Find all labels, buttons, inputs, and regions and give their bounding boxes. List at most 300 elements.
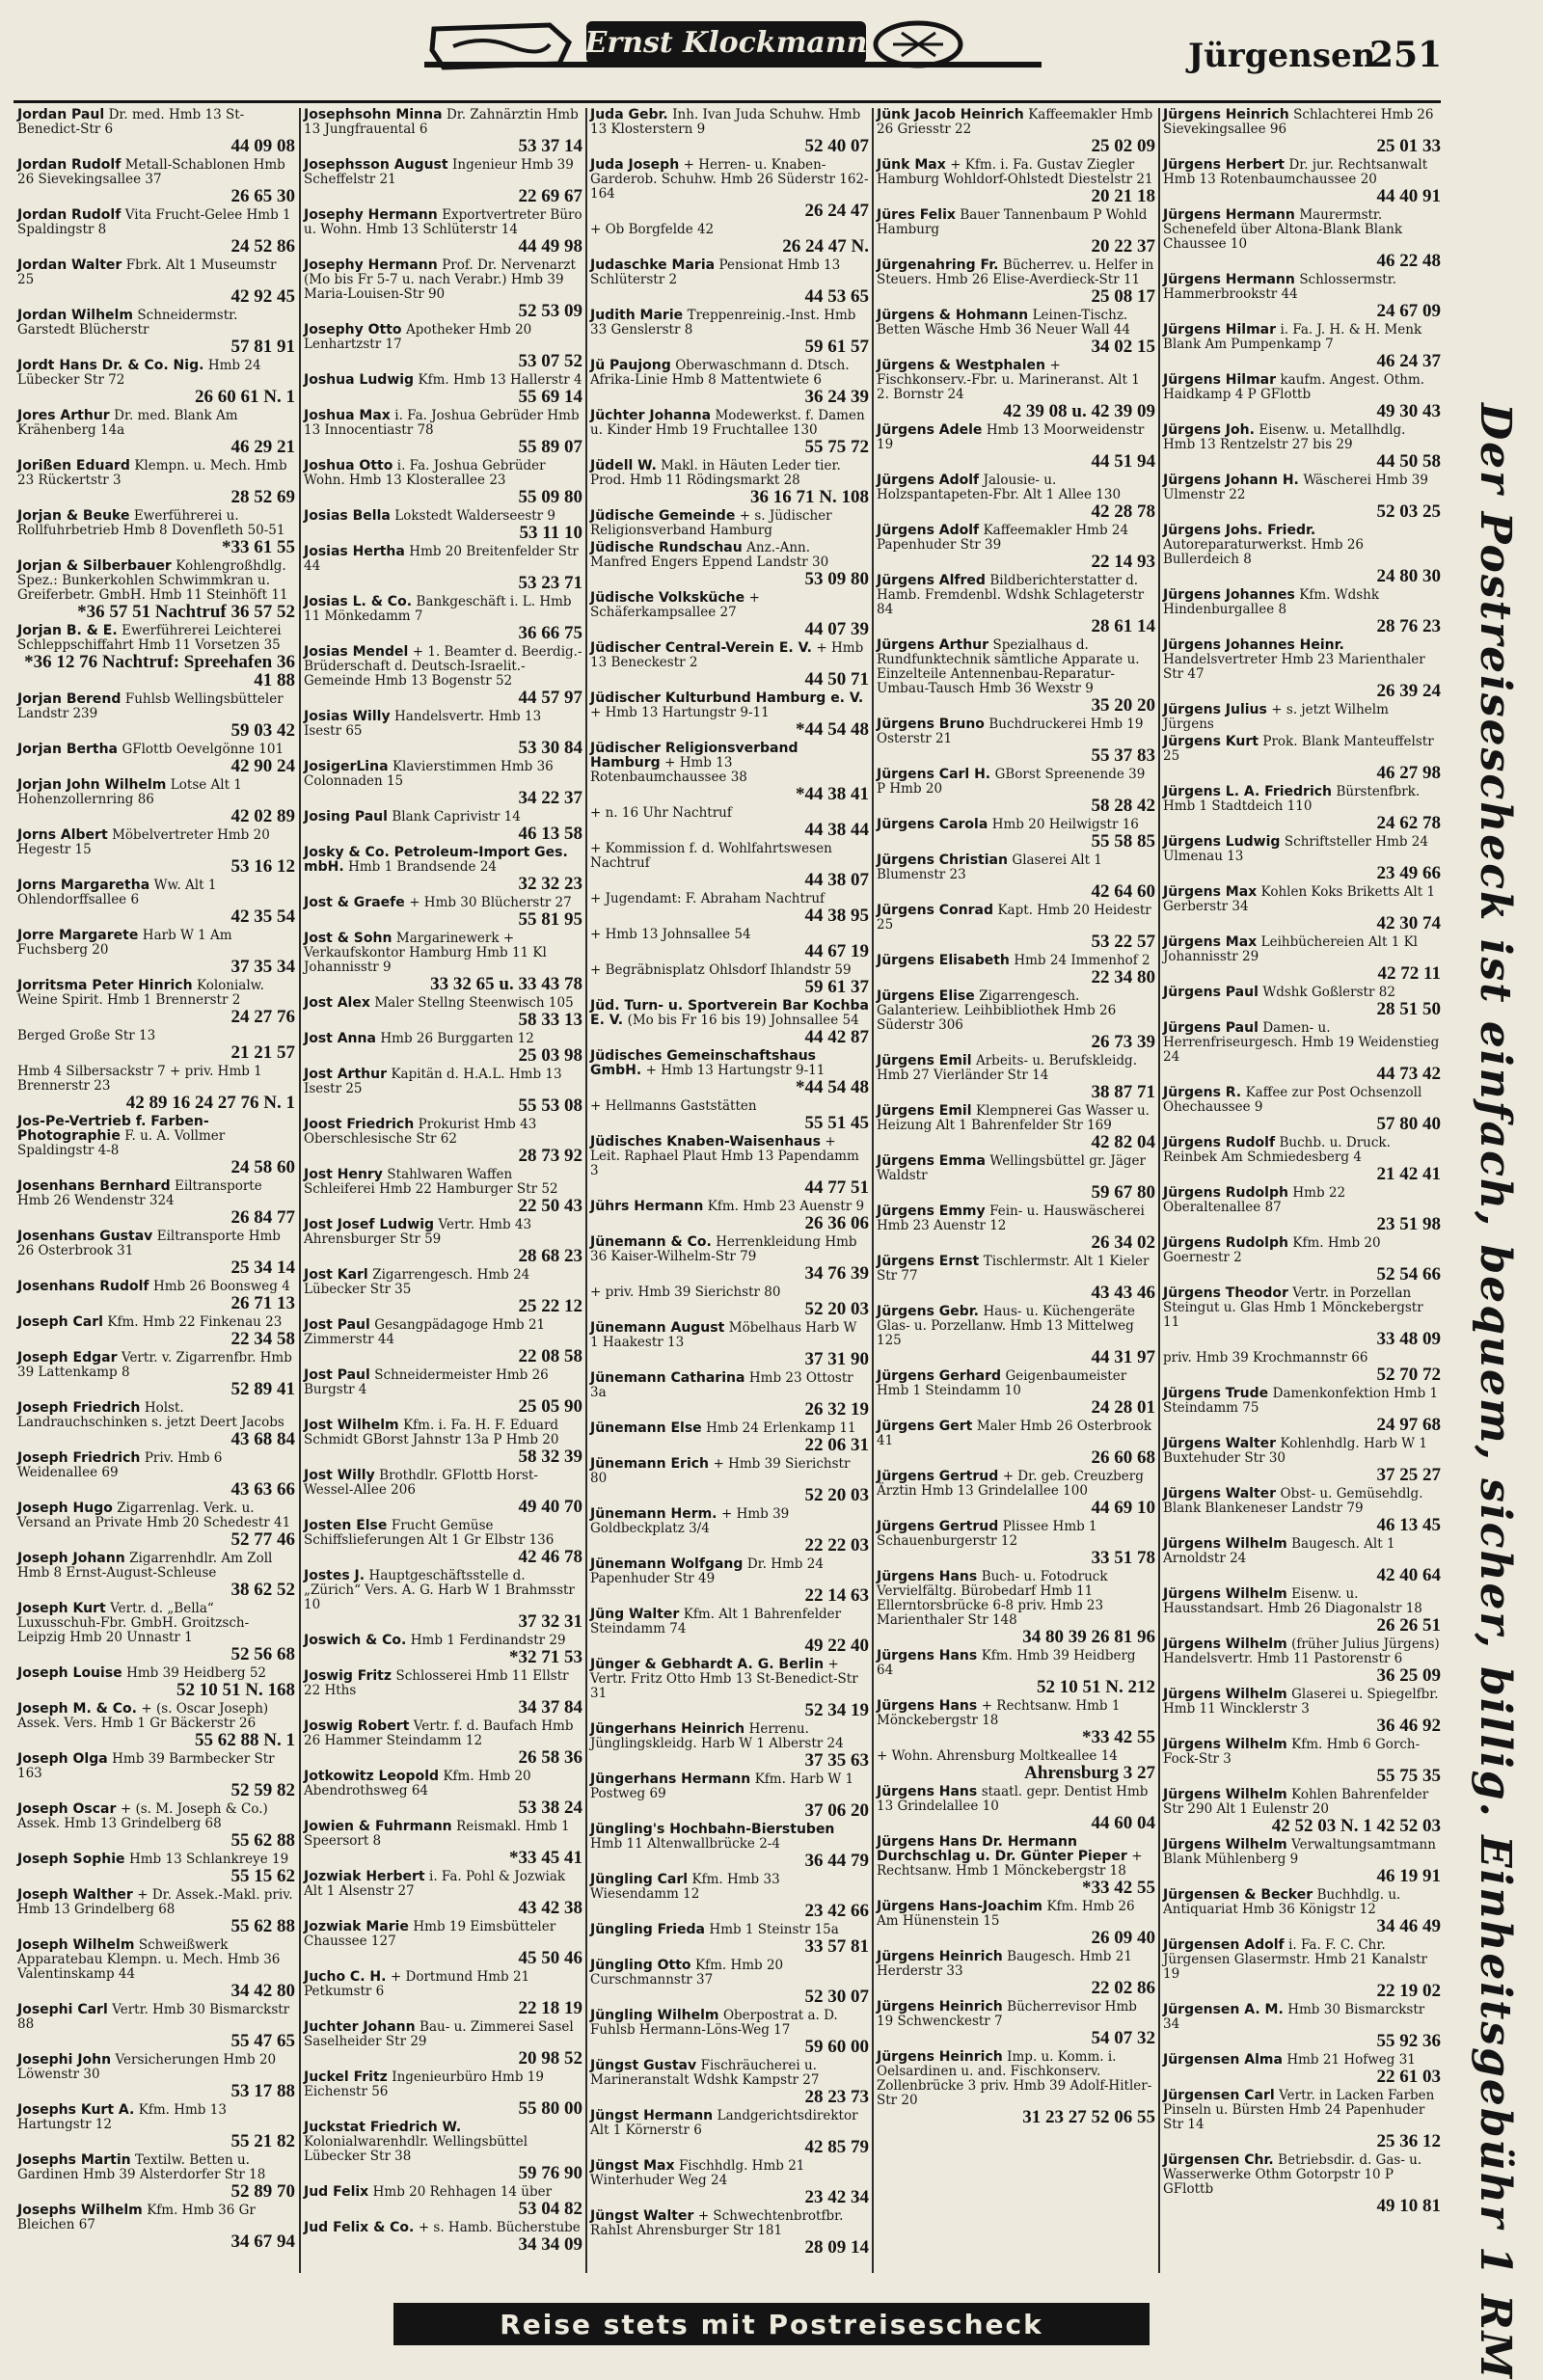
entry-phone: Ahrensburg 3 27	[1024, 1763, 1155, 1783]
entry-description: Gesangpädagoge Hmb 21 Zimmerstr 44	[304, 1317, 546, 1347]
entry-text	[590, 1135, 869, 1178]
entry-description: i. Fa. Joshua Gebrüder Hmb 13 Innocentiastr 78	[304, 408, 580, 438]
entry-phone: 42 35 54	[230, 906, 295, 927]
entry-name: Joseph Oscar	[17, 1801, 117, 1817]
directory-entry	[17, 624, 295, 690]
entry-name: Jüdischer Central-Verein E. V.	[590, 640, 812, 656]
entry-text	[17, 158, 295, 187]
directory-entry	[304, 932, 582, 993]
entry-phone: 52 10 51 N. 168	[176, 1680, 295, 1700]
entry-phone: 42 28 78	[1091, 501, 1155, 522]
entry-name: Jürgens Hans	[877, 1648, 978, 1663]
entry-description: Bücherrevisor Hmb 19 Schwenckestr 7	[877, 1999, 1137, 2029]
entry-text	[304, 1068, 582, 1096]
directory-entry	[1163, 1186, 1441, 1233]
entry-phone: 22 69 67	[518, 186, 582, 206]
entry-description: Eisenw. u. Hausstandsart. Hmb 26 Diagonalstr 18	[1163, 1586, 1422, 1616]
entry-phone: *33 42 55	[1082, 1727, 1155, 1747]
entry-description: Jalousie- u. Holzspantapeten-Fbr. Alt 1 Allee 130	[877, 473, 1122, 502]
entry-phone: *44 38 41	[796, 784, 869, 804]
directory-entry	[1163, 785, 1441, 832]
entry-text	[877, 208, 1155, 237]
entry-text	[590, 2109, 869, 2138]
directory-entry	[590, 1371, 869, 1419]
entry-name: Jordan Wilhelm	[17, 308, 133, 323]
entry-description: Bau- u. Zimmerei Sasel Saselheider Str 29	[304, 2019, 574, 2049]
entry-text	[877, 1104, 1155, 1133]
entry-description: Schriftsteller Hmb 24 Ulmenau 13	[1163, 834, 1428, 864]
entry-description: Kfm. Hmb 13 Hartungstr 12	[17, 2102, 227, 2132]
entry-description: GBorst Spreenende 39 P Hmb 20	[877, 767, 1146, 797]
directory-entry	[590, 2159, 869, 2206]
entry-description: Spezialhaus d. Rundfunktechnik sämtliche Apparate u. Einzelteile Antennenbau-Reparatur-Umbau-Tausch Hmb 36 Wexstr 9	[877, 637, 1140, 696]
directory-entry	[1163, 1351, 1441, 1384]
entry-phone: 24 80 30	[1376, 566, 1441, 586]
entry-phone: 55 62 88 N. 1	[195, 1730, 295, 1750]
entry-phone: 42 92 45	[230, 286, 295, 307]
entry-description: Wdshk Goßlerstr 82	[1262, 985, 1395, 1000]
entry-name: Jüres Felix	[877, 207, 956, 223]
entry-phone: 52 89 41	[230, 1379, 295, 1399]
entry-name: Joswig Robert	[304, 1718, 410, 1734]
entry-name: Juchter Johann	[304, 2019, 416, 2035]
entry-description: + Jugendamt: F. Abraham Nachtruf	[590, 891, 826, 906]
entry-description: + 1. Beamter d. Beerdig.-Brüderschaft d. Deutsch-Israelit.-Gemeinde Hmb 13 Bogenstr 52	[304, 644, 582, 689]
entry-text	[1163, 1938, 1441, 1982]
entry-text	[17, 1888, 295, 1917]
entry-description: Kohlen Koks Briketts Alt 1 Gerberstr 34	[1163, 884, 1436, 914]
directory-entry	[17, 2204, 295, 2251]
entry-phone: 26 24 47 N.	[782, 236, 869, 257]
directory-entry	[304, 459, 582, 506]
entry-text	[304, 1318, 582, 1347]
entry-name: Jürgens Conrad	[877, 903, 994, 918]
entry-text	[304, 509, 582, 524]
directory-entry	[590, 1421, 869, 1454]
entry-description: Glaserei u. Spiegelfbr. Hmb 11 Wincklerstr 3	[1163, 1687, 1439, 1717]
entry-phone: 52 20 03	[804, 1299, 869, 1319]
entry-text	[590, 2159, 869, 2188]
entry-description: Hmb 24 Lübecker Str 72	[17, 358, 261, 388]
entry-description: Kapitän d. H.A.L. Hmb 13 Isestr 25	[304, 1067, 562, 1096]
entry-phone: 26 60 68	[1091, 1447, 1155, 1468]
entry-name: Jünemann Wolfgang	[590, 1556, 744, 1572]
directory-entry	[877, 1900, 1155, 1947]
directory-entry	[877, 904, 1155, 951]
entry-phone: 55 47 65	[230, 2031, 295, 2051]
entry-description: Ingenieur Hmb 39 Scheffelstr 21	[304, 157, 574, 187]
entry-phone: 42 39 08 u. 42 39 09	[1003, 401, 1155, 421]
entry-description: Fischräucherei u. Marineranstalt Wdshk Kampstr 27	[590, 2058, 820, 2088]
directory-entry	[590, 1658, 869, 1719]
entry-text	[304, 645, 582, 689]
directory-entry	[304, 710, 582, 757]
entry-text	[590, 928, 869, 942]
entry-phone: 53 07 52	[518, 351, 582, 371]
entry-phone: 24 67 09	[1376, 301, 1441, 321]
entry-text	[304, 409, 582, 438]
entry-name: Jordan Rudolf	[17, 207, 122, 223]
entry-name: Jürgenahring Fr.	[877, 257, 999, 273]
entry-name: Jürgens Emmy	[877, 1204, 986, 1219]
entry-text	[877, 954, 1155, 968]
entry-name: Jost Henry	[304, 1167, 383, 1182]
entry-text	[304, 208, 582, 237]
entry-text	[304, 459, 582, 488]
directory-entry	[17, 309, 295, 356]
entry-description: Hmb 21 Hofweg 31	[1286, 2052, 1416, 2068]
entry-text	[304, 1419, 582, 1447]
entry-text	[590, 999, 869, 1028]
entry-description: Kaffeemakler Hmb 26 Griesstr 22	[877, 108, 1153, 137]
directory-entry	[877, 158, 1155, 205]
entry-phone: 42 89 16 24 27 76 N. 1	[125, 1093, 295, 1113]
entry-description: Treppenreinig.-Inst. Hmb 33 Genslerstr 8	[590, 308, 856, 338]
entry-text	[590, 158, 869, 202]
entry-description: Handelsvertr. Hmb 13 Isestr 65	[304, 709, 542, 739]
directory-entry	[590, 1823, 869, 1870]
entry-phone: 31 23 27 52 06 55	[1022, 2107, 1155, 2127]
entry-text	[17, 1230, 295, 1258]
entry-phone: 26 39 24	[1376, 681, 1441, 701]
entry-phone: 57 81 91	[230, 337, 295, 357]
directory-entry	[304, 373, 582, 406]
entry-name: Juckel Fritz	[304, 2069, 388, 2085]
entry-description: + (s. M. Joseph & Co.) Assek. Hmb 13 Grindelberg 68	[17, 1801, 268, 1831]
entry-name: Jürgens Theodor	[1163, 1285, 1288, 1301]
entry-text	[17, 2204, 295, 2232]
entry-name: Jürgens Ludwig	[1163, 834, 1281, 850]
entry-name: Jürgens Carola	[877, 817, 988, 832]
entry-name: Jürgens Arthur	[877, 637, 989, 653]
directory-entry	[590, 2009, 869, 2056]
entry-description: Schneidermstr. Garstedt Blücherstr	[17, 308, 238, 338]
entry-name: Judaschke Maria	[590, 257, 716, 273]
directory-entry	[1163, 473, 1441, 521]
entry-description: Vertr. v. Zigarrenfbr. Hmb 39 Lattenkamp 8	[17, 1350, 292, 1380]
entry-description: Kohlengroßhdlg. Spez.: Bunkerkohlen Schwimmkran u. Greiferbetr. GmbH. Hmb 11 Steinhöft 11	[17, 558, 288, 603]
entry-name: Jürgens Adolf	[877, 473, 980, 488]
entry-name: Juda Joseph	[590, 157, 680, 173]
entry-text	[590, 1285, 869, 1300]
entry-text	[590, 963, 869, 978]
entry-description: + (s. Oscar Joseph) Assek. Vers. Hmb 1 Gr Bäckerstr 26	[17, 1701, 269, 1731]
directory-entry	[590, 963, 869, 996]
directory-entry	[1163, 835, 1441, 882]
entry-text	[304, 373, 582, 388]
entry-phone: 37 25 27	[1376, 1465, 1441, 1485]
entry-name: Jost Willy	[304, 1468, 375, 1483]
entry-name: Jürgens Trude	[1163, 1386, 1269, 1401]
entry-name: Joseph Edgar	[17, 1350, 118, 1366]
entry-description: Schlosserei Hmb 11 Ellstr 22 Hths	[304, 1668, 569, 1698]
entry-text	[17, 624, 295, 653]
entry-name: Jürgens L. A. Friedrich	[1163, 784, 1333, 799]
entry-name: Jürgens Hilmar	[1163, 322, 1277, 338]
entry-description: Baugesch. Alt 1 Arnoldstr 24	[1163, 1536, 1395, 1566]
entry-description: Damen- u. Herrenfriseurgesch. Hmb 19 Weidenstieg 24	[1163, 1020, 1440, 1065]
entry-description: Kolonialwarenhdlr. Wellingsbüttel Lübecker Str 38	[304, 2134, 528, 2164]
entry-description: Schweißwerk Apparatebau Klempn. u. Mech. Hmb 36 Valentinskamp 44	[17, 1937, 281, 1982]
directory-entry	[590, 258, 869, 306]
entry-text	[1163, 1437, 1441, 1466]
entry-phone: 34 80 39 26 81 96	[1022, 1627, 1155, 1647]
entry-name: Jüdell W.	[590, 458, 657, 473]
entry-name: Josias Willy	[304, 709, 391, 724]
entry-phone: 52 89 70	[230, 2181, 295, 2202]
page-header	[0, 0, 1543, 106]
entry-phone: 23 42 34	[804, 2187, 869, 2207]
column-1	[14, 108, 299, 2273]
directory-entry	[17, 1552, 295, 1599]
entry-name: Jüngerhans Heinrich	[590, 1721, 745, 1737]
entry-text	[877, 853, 1155, 882]
entry-phone: 36 25 09	[1376, 1665, 1441, 1686]
entry-text	[1163, 703, 1441, 732]
entry-name: Jüdisches Knaben-Waisenhaus	[590, 1134, 821, 1149]
directory-entry	[17, 108, 295, 155]
directory-entry	[304, 1318, 582, 1366]
entry-description: Hmb 11 Altenwallbrücke 2-4	[590, 1836, 780, 1852]
entry-text	[877, 473, 1155, 502]
entry-name: Jorjan & Beuke	[17, 508, 130, 524]
entry-phone: 23 42 66	[804, 1901, 869, 1921]
entry-text	[877, 1749, 1155, 1764]
entry-phone: 26 73 39	[1091, 1032, 1155, 1052]
entry-name: Jürgens Heinrich	[877, 2049, 1003, 2065]
directory-entry	[590, 1557, 869, 1605]
entry-name: Jorjan John Wilhelm	[17, 777, 167, 793]
entry-phone: 34 02 15	[1091, 337, 1155, 357]
entry-phone: 45 50 46	[518, 1948, 582, 1968]
entry-name: Jürgens Emma	[877, 1153, 986, 1169]
directory-entry	[304, 896, 582, 929]
directory-entry	[1163, 1587, 1441, 1635]
entry-text	[1163, 885, 1441, 914]
entry-name: Jorns Margaretha	[17, 878, 150, 893]
entry-text	[590, 691, 869, 720]
directory-entry	[304, 1268, 582, 1315]
entry-phone: 26 60 61 N. 1	[195, 387, 295, 407]
entry-text	[17, 2103, 295, 2132]
entry-name: Jüngst Walter	[590, 2208, 694, 2224]
entry-name: Jürgens Elise	[877, 988, 975, 1004]
directory-entry	[17, 692, 295, 740]
directory-entry	[590, 2209, 869, 2257]
entry-name: Jürgens Johann H.	[1163, 473, 1299, 488]
entry-phone: 33 48 09	[1376, 1329, 1441, 1349]
entry-phone: 55 89 07	[518, 437, 582, 457]
entry-text	[17, 979, 295, 1008]
entry-phone: 24 52 86	[230, 236, 295, 257]
entry-text	[590, 1959, 869, 1988]
entry-phone: 46 29 21	[230, 437, 295, 457]
directory-entry	[590, 928, 869, 960]
entry-description: Tischlermstr. Alt 1 Kieler Str 77	[877, 1254, 1150, 1284]
entry-text	[877, 574, 1155, 617]
entry-name: Jürgens Heinrich	[877, 1949, 1003, 1964]
entry-phone: 52 77 46	[230, 1529, 295, 1550]
entry-text	[590, 309, 869, 338]
directory-entry	[877, 524, 1155, 571]
entry-text	[590, 641, 869, 670]
entry-text	[877, 158, 1155, 187]
entry-phone: 34 34 09	[518, 2234, 582, 2255]
entry-text	[17, 1315, 295, 1330]
entry-name: Jürgens Gertrud	[877, 1469, 999, 1484]
directory-entry	[17, 359, 295, 406]
directory-entry	[1163, 524, 1441, 585]
entry-description: Klavierstimmen Hmb 36 Colonnaden 15	[304, 759, 554, 789]
entry-phone: 44 31 97	[1091, 1347, 1155, 1367]
entry-phone: 49 30 43	[1376, 401, 1441, 421]
entry-description: Kohlen Bahrenfelder Str 290 Alt 1 Eulenstr 20	[1163, 1787, 1429, 1817]
entry-text	[1163, 1888, 1441, 1917]
entry-description: + Hellmanns Gaststätten	[590, 1098, 757, 1114]
entry-phone: 46 22 48	[1376, 251, 1441, 271]
directory-entry	[1163, 1888, 1441, 1935]
entry-name: Jünger & Gebhardt A. G. Berlin	[590, 1657, 825, 1672]
entry-description: Eiltransporte Hmb 26 Osterbrook 31	[17, 1229, 281, 1258]
entry-phone: 20 21 18	[1091, 186, 1155, 206]
directory-entry	[17, 409, 295, 456]
entry-text	[877, 1649, 1155, 1678]
entry-phone: 53 30 84	[518, 738, 582, 758]
entry-phone: 26 09 40	[1091, 1928, 1155, 1948]
entry-text	[304, 323, 582, 352]
directory-entry	[1163, 323, 1441, 370]
directory-entry	[877, 717, 1155, 765]
directory-entry	[17, 778, 295, 825]
entry-phone: 28 61 14	[1091, 616, 1155, 636]
entry-description: Frucht Gemüse Schiffslieferungen Alt 1 Gr Elbstr 136	[304, 1518, 555, 1548]
directory-entry	[304, 323, 582, 370]
entry-text	[877, 1369, 1155, 1398]
entry-description: Kfm. Hmb 39 Heidberg 64	[877, 1648, 1136, 1678]
entry-name: Josephs Martin	[17, 2152, 131, 2168]
directory-entry	[877, 1749, 1155, 1782]
entry-phone: 55 21 82	[230, 2131, 295, 2151]
entry-text	[1163, 1236, 1441, 1265]
directory-entry	[877, 853, 1155, 901]
entry-phone: 23 49 66	[1376, 863, 1441, 883]
entry-description: + Ob Borgfelde 42	[590, 222, 715, 237]
entry-text	[17, 1401, 295, 1430]
directory-entry	[877, 1255, 1155, 1302]
directory-entry	[590, 1923, 869, 1956]
entry-description: + Wohn. Ahrensburg Moltkeallee 14	[877, 1748, 1118, 1764]
entry-phone: 36 16 71 N. 108	[750, 487, 869, 507]
entry-description: Dr. Zahnärztin Hmb 13 Jungfrauental 6	[304, 108, 579, 137]
entry-phone: 22 18 19	[518, 1998, 582, 2018]
entry-phone: 59 61 57	[804, 337, 869, 357]
entry-description: Haus- u. Küchengeräte Glas- u. Porzellanw. Hmb 13 Mittelweg 125	[877, 1304, 1136, 1348]
entry-text	[304, 2020, 582, 2049]
entry-description: + Dr. Assek.-Makl. priv. Hmb 13 Grindelberg 68	[17, 1887, 293, 1917]
entry-text	[877, 1305, 1155, 1348]
directory-entry	[1163, 735, 1441, 782]
directory-entry	[877, 768, 1155, 815]
directory-entry	[1163, 1487, 1441, 1534]
entry-description: + Hmb 39 Goldbeckplatz 3/4	[590, 1506, 790, 1536]
entry-text	[304, 1770, 582, 1799]
entry-phone: 55 51 45	[804, 1113, 869, 1133]
entry-phone: 25 03 98	[518, 1045, 582, 1066]
entry-text	[17, 509, 295, 538]
entry-phone: 59 60 00	[804, 2037, 869, 2057]
entry-phone: 55 81 95	[518, 909, 582, 930]
entry-name: Jordan Walter	[17, 257, 122, 273]
entry-text	[304, 1268, 582, 1297]
entry-text	[17, 1938, 295, 1982]
directory-entry	[877, 1054, 1155, 1101]
directory-entry	[17, 1938, 295, 2000]
entry-name: Jünemann August	[590, 1320, 725, 1336]
entry-phone: 26 65 30	[230, 186, 295, 206]
entry-phone: 53 23 71	[518, 573, 582, 593]
entry-description: Anz.-Ann. Manfred Engers Eppend Landstr 30	[590, 540, 829, 570]
entry-text	[304, 932, 582, 975]
entry-description: + Hmb 13 Hartungstr 9-11	[645, 1063, 826, 1078]
entry-name: Jozwiak Marie	[304, 1919, 409, 1934]
entry-phone: 46 13 58	[518, 824, 582, 844]
directory-entry	[590, 1772, 869, 1820]
entry-name: Jüngst Max	[590, 2158, 675, 2174]
entry-phone: 44 50 58	[1376, 451, 1441, 472]
entry-phone: 52 40 07	[804, 136, 869, 156]
entry-text	[304, 1970, 582, 1999]
entry-text	[590, 1557, 869, 1586]
directory-entry	[877, 1204, 1155, 1252]
directory-entry	[877, 1520, 1155, 1567]
entry-description: Kfm. Hmb 36 Gr Bleichen 67	[17, 2203, 256, 2232]
entry-description: Margarinewerk + Verkaufskontor Hamburg Hmb 11 Kl Johannisstr 9	[304, 931, 547, 975]
entry-phone: 42 02 89	[230, 806, 295, 826]
entry-description: + Kommission f. d. Wohlfahrtswesen Nachtruf	[590, 841, 832, 871]
entry-text	[590, 359, 869, 388]
entry-phone: 37 35 34	[230, 957, 295, 977]
entry-phone: 28 23 73	[804, 2087, 869, 2107]
directory-entry	[590, 1099, 869, 1132]
directory-entry	[590, 309, 869, 356]
entry-description: Kfm. Hmb 26 Am Hünenstein 15	[877, 1899, 1135, 1929]
entry-description: + s. Hamb. Bücherstube	[418, 2220, 581, 2235]
entry-description: Klempnerei Gas Wasser u. Heizung Alt 1 Bahrenfelder Str 169	[877, 1103, 1150, 1133]
entry-phone: 28 51 50	[1376, 999, 1441, 1019]
entry-text	[304, 1032, 582, 1046]
directory-entry	[877, 818, 1155, 851]
entry-phone: 22 22 03	[804, 1535, 869, 1555]
entry-phone: 26 84 77	[230, 1207, 295, 1228]
entry-text	[304, 1168, 582, 1197]
entry-phone: 52 10 51 N. 212	[1037, 1677, 1155, 1697]
entry-description: Vertr. in Porzellan Steingut u. Glas Hmb 1 Mönckebergstr 11	[1163, 1285, 1423, 1330]
running-head: Jürgensen	[1188, 37, 1376, 75]
directory-entry	[17, 1853, 295, 1885]
directory-entry	[304, 1032, 582, 1065]
entry-description: Ww. Alt 1 Ohlendorffsallee 6	[17, 878, 217, 907]
entry-phone: 44 50 71	[804, 669, 869, 690]
entry-text	[1163, 1086, 1441, 1115]
entry-text	[590, 1873, 869, 1902]
entry-name: Josephi Carl	[17, 2002, 108, 2017]
directory-entry	[590, 1608, 869, 1655]
entry-description: Glaserei Alt 1 Blumenstr 23	[877, 852, 1102, 882]
entry-text	[304, 158, 582, 187]
directory-entry	[17, 1888, 295, 1935]
entry-name: Jürgens Alfred	[877, 573, 986, 588]
entry-text	[304, 258, 582, 302]
